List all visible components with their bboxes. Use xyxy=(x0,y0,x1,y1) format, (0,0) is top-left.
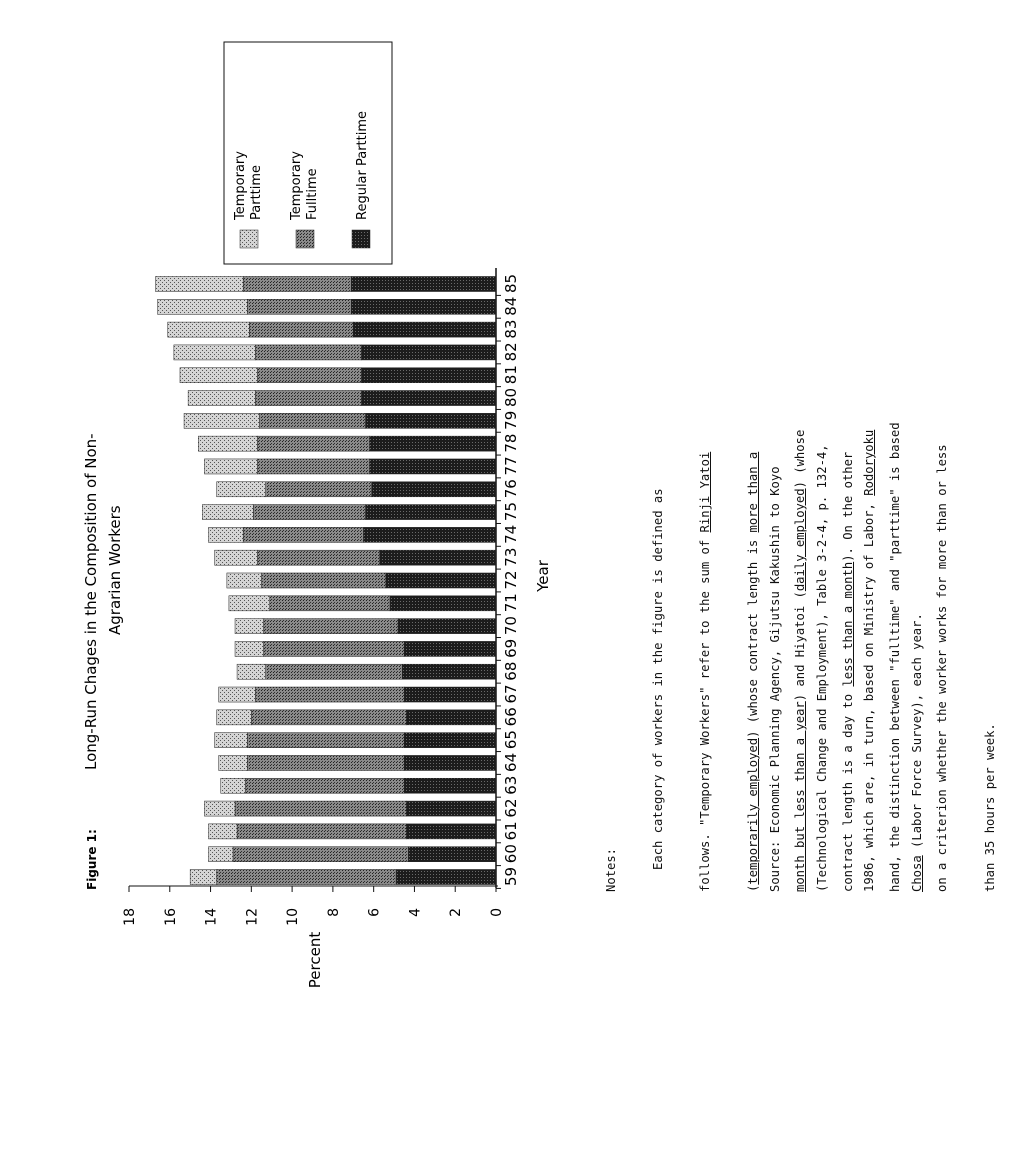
bar-segment-temporary-fulltime-59 xyxy=(217,869,396,884)
bar-segment-temporary-parttime-73 xyxy=(215,550,258,565)
bar-segment-regular-parttime-78 xyxy=(370,436,496,451)
bar-segment-regular-parttime-71 xyxy=(390,596,496,611)
x-tick-label-61: 61 xyxy=(502,821,520,841)
notes-line-3c: more than a xyxy=(745,451,760,533)
bars-group xyxy=(156,276,496,884)
source-line-3 xyxy=(862,430,878,892)
x-tick-label-72: 72 xyxy=(502,570,520,590)
bar-segment-regular-parttime-83 xyxy=(353,322,496,337)
legend-swatch-temporary-parttime xyxy=(240,230,258,248)
bar-segment-temporary-parttime-66 xyxy=(217,710,252,725)
bar-segment-temporary-parttime-81 xyxy=(180,368,257,383)
bar-segment-temporary-fulltime-63 xyxy=(245,778,404,793)
y-tick-label: 10 xyxy=(285,908,302,926)
bar-segment-regular-parttime-77 xyxy=(370,459,496,474)
bar-segment-temporary-parttime-59 xyxy=(190,869,217,884)
x-tick-label-82: 82 xyxy=(502,342,520,362)
bar-segment-temporary-parttime-67 xyxy=(219,687,256,702)
bar-segment-temporary-fulltime-82 xyxy=(255,345,361,360)
bar-segment-temporary-parttime-79 xyxy=(184,413,259,428)
notes-line-4a: month but less than a year xyxy=(793,701,808,892)
x-tick-label-79: 79 xyxy=(502,410,520,430)
figure-title-group xyxy=(82,433,124,890)
bar-segment-regular-parttime-66 xyxy=(406,710,496,725)
x-tick-label-68: 68 xyxy=(502,661,520,681)
notes-line-3a: temporarily employed xyxy=(745,737,760,885)
bar-segment-temporary-fulltime-80 xyxy=(255,391,361,406)
bar-segment-temporary-fulltime-69 xyxy=(264,641,405,656)
bar-segment-regular-parttime-84 xyxy=(351,299,496,314)
y-tick-label: 18 xyxy=(122,908,138,926)
x-tick-label-80: 80 xyxy=(502,387,520,408)
bar-segment-temporary-fulltime-61 xyxy=(237,824,406,839)
notes-line-2b: Rinji Yatoi xyxy=(698,451,713,533)
bar-segment-temporary-fulltime-84 xyxy=(247,299,351,314)
x-tick-label-67: 67 xyxy=(502,684,520,704)
legend-swatch-temporary-fulltime xyxy=(296,230,314,248)
bar-segment-regular-parttime-80 xyxy=(361,391,496,406)
x-tick-label-75: 75 xyxy=(502,501,520,522)
notes-line-3b: ) (whose contract length is xyxy=(745,532,760,738)
source-line-4a: Chosa xyxy=(909,855,924,892)
bar-segment-temporary-parttime-82 xyxy=(174,345,256,360)
bar-segment-temporary-parttime-64 xyxy=(219,755,248,770)
bar-segment-temporary-fulltime-60 xyxy=(233,847,408,862)
bar-segment-regular-parttime-73 xyxy=(380,550,496,565)
bar-segment-temporary-fulltime-83 xyxy=(249,322,353,337)
notes-line-8: than 35 hours per week. xyxy=(982,723,997,892)
y-axis-ticks xyxy=(122,886,505,926)
bar-segment-regular-parttime-74 xyxy=(363,527,496,542)
notes-line-2 xyxy=(698,422,714,892)
source-block xyxy=(736,430,957,892)
bar-segment-temporary-fulltime-73 xyxy=(257,550,379,565)
x-tick-label-73: 73 xyxy=(502,547,520,567)
bar-segment-temporary-fulltime-68 xyxy=(266,664,403,679)
notes-line-4c: daily employed xyxy=(793,488,808,592)
notes-line-2a: follows. "Temporary Workers" refer to the sum of xyxy=(698,532,713,892)
bar-segment-temporary-parttime-70 xyxy=(235,619,264,634)
x-tick-label-81: 81 xyxy=(502,365,520,385)
bar-segment-regular-parttime-70 xyxy=(398,619,496,634)
bar-segment-regular-parttime-82 xyxy=(361,345,496,360)
bar-segment-regular-parttime-60 xyxy=(408,847,496,862)
source-line-4b: (Labor Force Survey), each year. xyxy=(909,613,924,856)
bar-segment-regular-parttime-69 xyxy=(404,641,496,656)
x-tick-label-66: 66 xyxy=(502,707,520,727)
legend-label-temporary-fulltime: TemporaryFulltime xyxy=(289,151,320,220)
notes-line-1 xyxy=(651,422,667,892)
x-tick-label-71: 71 xyxy=(502,593,520,613)
bar-segment-regular-parttime-62 xyxy=(406,801,496,816)
notes-line-7: on a criterion whether the worker works for more than or less xyxy=(935,444,950,892)
x-tick-label-64: 64 xyxy=(502,752,520,772)
source-line-3a: 1986, which are, in turn, based on Ministry of Labor, xyxy=(862,495,877,892)
bar-segment-temporary-fulltime-79 xyxy=(259,413,365,428)
bar-segment-temporary-parttime-62 xyxy=(204,801,235,816)
y-axis-label: Percent xyxy=(306,931,324,989)
bar-segment-temporary-parttime-78 xyxy=(198,436,257,451)
bar-segment-temporary-parttime-84 xyxy=(158,299,248,314)
bar-segment-temporary-parttime-83 xyxy=(168,322,250,337)
figure-title-line1: Long-Run Chages in the Composition of Non- xyxy=(82,433,100,770)
bar-segment-temporary-fulltime-65 xyxy=(247,733,404,748)
notes-line-5c: ). On the other xyxy=(840,451,855,562)
x-tick-label-83: 83 xyxy=(502,319,520,339)
figure-label: Figure 1: xyxy=(85,829,99,890)
notes-line-3: (temporarily employed) (whose contract length is more than a xyxy=(745,451,760,892)
x-tick-label-62: 62 xyxy=(502,798,520,818)
bar-segment-regular-parttime-79 xyxy=(366,413,496,428)
bar-segment-regular-parttime-59 xyxy=(396,869,496,884)
x-tick-label-70: 70 xyxy=(502,616,520,636)
y-tick-label: 12 xyxy=(244,908,261,926)
x-tick-label-78: 78 xyxy=(502,433,520,453)
x-tick-label-65: 65 xyxy=(502,730,520,750)
x-tick-label-76: 76 xyxy=(502,479,520,499)
legend-swatch-regular-parttime xyxy=(352,230,370,248)
bar-segment-regular-parttime-76 xyxy=(372,482,496,497)
x-tick-label-59: 59 xyxy=(502,866,520,886)
bar-segment-temporary-fulltime-71 xyxy=(270,596,390,611)
bar-segment-regular-parttime-68 xyxy=(402,664,496,679)
notes-line-6: hand, the distinction between "fulltime" and "parttime" is based xyxy=(887,422,902,892)
bar-segment-regular-parttime-72 xyxy=(386,573,496,588)
bar-segment-regular-parttime-61 xyxy=(406,824,496,839)
x-tick-label-63: 63 xyxy=(502,775,520,795)
y-tick-label: 8 xyxy=(325,908,342,917)
notes-line-5a: contract length is a day to xyxy=(840,686,855,892)
bar-segment-temporary-fulltime-64 xyxy=(247,755,404,770)
notes-line-4b: ) and Hiyatoi ( xyxy=(793,591,808,702)
bar-segment-temporary-parttime-72 xyxy=(227,573,262,588)
x-tick-label-85: 85 xyxy=(502,273,520,293)
bar-segment-temporary-parttime-68 xyxy=(237,664,266,679)
bar-segment-temporary-parttime-80 xyxy=(188,391,255,406)
bar-segment-temporary-parttime-75 xyxy=(202,505,253,520)
bar-segment-regular-parttime-81 xyxy=(361,368,496,383)
bar-segment-temporary-fulltime-67 xyxy=(255,687,404,702)
bar-segment-temporary-fulltime-76 xyxy=(266,482,372,497)
bar-segment-temporary-fulltime-70 xyxy=(264,619,399,634)
x-axis-ticks xyxy=(496,274,520,888)
notes-line-5b: less than a month xyxy=(840,561,855,687)
bar-segment-regular-parttime-65 xyxy=(404,733,496,748)
notes-heading: Notes: xyxy=(603,847,618,892)
y-tick-label: 2 xyxy=(448,908,465,917)
legend-label-temporary-parttime: TemporaryParttime xyxy=(233,151,264,220)
bar-segment-temporary-fulltime-74 xyxy=(243,527,363,542)
x-tick-label-69: 69 xyxy=(502,638,520,658)
bar-segment-regular-parttime-75 xyxy=(366,505,496,520)
bar-segment-temporary-parttime-77 xyxy=(204,459,257,474)
x-axis-label: Year xyxy=(534,560,552,592)
bar-segment-regular-parttime-64 xyxy=(404,755,496,770)
bar-segment-temporary-fulltime-75 xyxy=(253,505,365,520)
x-tick-label-60: 60 xyxy=(502,844,520,864)
y-tick-label: 16 xyxy=(162,908,179,926)
source-line-4 xyxy=(910,430,926,892)
bar-segment-temporary-parttime-60 xyxy=(209,847,233,862)
notes-line-1-text: Each category of workers in the figure is defined as xyxy=(650,488,665,870)
bar-segment-temporary-fulltime-66 xyxy=(251,710,406,725)
bar-segment-regular-parttime-85 xyxy=(351,276,496,291)
x-tick-label-77: 77 xyxy=(502,456,520,476)
y-tick-label: 14 xyxy=(203,908,220,926)
source-line-2: (Technological Change and Employment), Table 3-2-4, p. 132-4, xyxy=(814,444,829,892)
x-tick-label-74: 74 xyxy=(502,524,520,544)
bar-segment-temporary-fulltime-77 xyxy=(257,459,369,474)
bar-segment-temporary-parttime-76 xyxy=(217,482,266,497)
bar-segment-temporary-fulltime-85 xyxy=(243,276,351,291)
legend xyxy=(224,42,392,264)
bar-segment-temporary-fulltime-62 xyxy=(235,801,406,816)
source-line-3b: Rodoryoku xyxy=(862,429,877,496)
y-tick-label: 4 xyxy=(407,908,424,917)
bar-segment-temporary-fulltime-72 xyxy=(262,573,386,588)
notes-line-4d: ) (whose xyxy=(793,429,808,489)
bar-segment-regular-parttime-63 xyxy=(404,778,496,793)
bar-segment-regular-parttime-67 xyxy=(404,687,496,702)
figure-title-line2: Agrarian Workers xyxy=(106,505,124,635)
bar-segment-temporary-fulltime-81 xyxy=(257,368,361,383)
bar-segment-temporary-parttime-69 xyxy=(235,641,264,656)
y-tick-label: 6 xyxy=(366,908,383,917)
bar-segment-temporary-parttime-71 xyxy=(229,596,270,611)
bar-segment-temporary-parttime-85 xyxy=(156,276,244,291)
bar-segment-temporary-parttime-63 xyxy=(221,778,245,793)
bar-segment-temporary-parttime-65 xyxy=(215,733,248,748)
x-tick-label-84: 84 xyxy=(502,296,520,316)
y-tick-label: 0 xyxy=(489,908,505,917)
bar-segment-temporary-parttime-61 xyxy=(209,824,238,839)
bar-segment-temporary-parttime-74 xyxy=(209,527,244,542)
legend-label-regular-parttime: Regular Parttime xyxy=(355,110,370,220)
source-line-1: Source: Economic Planning Agency, Gijutsu Kakushin to Koyo xyxy=(767,466,782,892)
bar-segment-temporary-fulltime-78 xyxy=(257,436,369,451)
